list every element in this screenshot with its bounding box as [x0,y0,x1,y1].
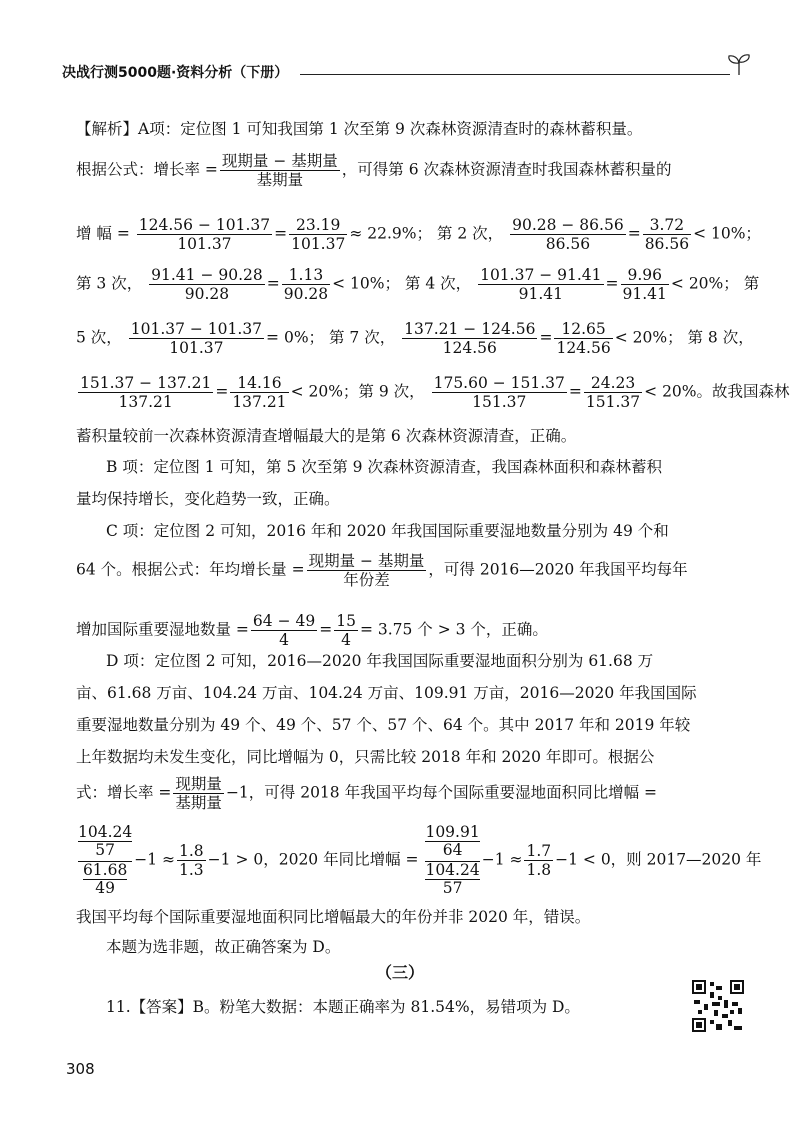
fraction: $\frac{151.37 - 137.21}{137.21}$ [80,374,212,411]
answer-11-line: 11.【答案】B。粉笔大数据：本题正确率为 81.54%，易错项为 D。 [106,998,580,1016]
analysis-line-17: 式：增长率 = $\frac{\text{现期量}}{\text{基期量}}$ −1，可得 2018 年我国平均每个国际重要湿地面积同比增幅 = [76,775,658,812]
nested-calc-line: $\frac{\frac{104.24}{57}}{\frac{61.68}{49}}$ −1 ≈ $\frac{1.8}{1.3}$ −1 > 0，2020 年同比增幅 = $\frac{\frac{109.91}{64}}{\frac{104.24}{57}}$ −1 ≈ $\frac{1.7}{1.8}$ −1 < 0，则 2017—2020 年 [78,823,762,897]
nested-fraction-2018: $\frac{\frac{104.24}{57}}{\frac{61.68}{49}}$ [78,823,133,897]
fraction: $\frac{23.19}{101.37}$ [291,216,346,253]
analysis-line-10: C 项：定位图 2 可知，2016 年和 2020 年我国国际重要湿地数量分别为 49 个和 [106,522,669,540]
analysis-line-19: 我国平均每个国际重要湿地面积同比增幅最大的年份并非 2020 年，错误。 [76,908,591,926]
growth-formula: $\frac{\text{现期量 − 基期量}}{\text{基期量}}$ [221,152,338,189]
header-rule [300,74,730,75]
fraction: $\frac{1.8}{1.3}$ [179,842,204,879]
analysis-line-2: 根据公式：增长率 = $\frac{\text{现期量 − 基期量}}{\text{基期量}}$ ，可得第 6 次森林资源清查时我国森林蓄积量的 [76,152,672,189]
fraction: $\frac{137.21 - 124.56}{124.56}$ [404,320,536,357]
sprout-icon [726,54,752,76]
nested-fraction-2020: $\frac{\frac{109.91}{64}}{\frac{104.24}{57}}$ [425,823,480,897]
fraction: $\frac{1.7}{1.8}$ [526,842,552,879]
answer-line: 本题为选非题，故正确答案为 D。 [106,938,341,956]
analysis-line-13: D 项：定位图 2 可知，2016—2020 年我国国际重要湿地面积分别为 61.68 万 [106,652,654,670]
section-heading: （三） [375,963,424,982]
calc-line-4: $\frac{151.37 - 137.21}{137.21}$ = $\frac{14.16}{137.21}$ < 20%；第 9 次， $\frac{175.60 - 151.37}{151.37}$ = $\frac{24.23}{151.37}$ < 20%。故我国森林 [80,374,790,411]
growth-rate-formula: $\frac{\text{现期量}}{\text{基期量}}$ [175,775,222,812]
analysis-line-12: 增加国际重要湿地数量 = $\frac{64 - 49}{4}$ = $\frac{15}{4}$ = 3.75 个 > 3 个，正确。 [76,612,548,649]
qr-code-icon [690,978,746,1034]
fraction: $\frac{24.23}{151.37}$ [585,374,641,411]
fraction: $\frac{90.28 - 86.56}{86.56}$ [512,216,624,253]
fraction: $\frac{15}{4}$ [336,612,356,649]
fraction: $\frac{12.65}{124.56}$ [556,320,611,357]
analysis-line-1: 【解析】A项：定位图 1 可知我国第 1 次至第 9 次森林资源清查时的森林蓄积量。 [76,120,643,138]
fraction: $\frac{64 - 49}{4}$ [252,612,316,649]
fraction: $\frac{14.16}{137.21}$ [232,374,287,411]
fraction: $\frac{9.96}{91.41}$ [622,266,667,303]
analysis-line-8: B 项：定位图 1 可知，第 5 次至第 9 次森林资源清查，我国森林面积和森林蓄积 [106,458,662,476]
fraction: $\frac{3.72}{86.56}$ [644,216,690,253]
fraction: $\frac{1.13}{90.28}$ [283,266,329,303]
analysis-line-14: 亩、61.68 万亩、104.24 万亩、104.24 万亩、109.91 万亩，2016—2020 年我国国际 [76,684,697,702]
fraction: $\frac{91.41 - 90.28}{90.28}$ [151,266,263,303]
page-number: 308 [66,1060,95,1078]
running-header: 决战行测5000题·资料分析（下册） [62,65,289,81]
fraction: $\frac{175.60 - 151.37}{151.37}$ [433,374,565,411]
calc-line-1: 增 幅 = $\frac{124.56 - 101.37}{101.37}$ = $\frac{23.19}{101.37}$ ≈ 22.9%； 第 2 次， $\frac{90.28 - 86.56}{86.56}$ = $\frac{3.72}{86.56}$ < 10%； [76,216,761,253]
calc-line-2: 第 3 次， $\frac{91.41 - 90.28}{90.28}$ = $\frac{1.13}{90.28}$ < 10%； 第 4 次， $\frac{101.37 - 91.41}{91.41}$ = $\frac{9.96}{91.41}$ < 20%； 第 [76,266,760,303]
fraction: $\frac{101.37 - 101.37}{101.37}$ [130,320,263,357]
analysis-line-7: 蓄积量较前一次森林资源清查增幅最大的是第 6 次森林资源清查，正确。 [76,427,577,445]
analysis-line-9: 量均保持增长，变化趋势一致，正确。 [76,490,340,508]
analysis-line-11: 64 个。根据公式：年均增长量 = $\frac{\text{现期量 − 基期量}}{\text{年份差}}$ ，可得 2016—2020 年我国平均每年 [76,552,688,589]
fraction: $\frac{124.56 - 101.37}{101.37}$ [138,216,271,253]
avg-growth-formula: $\frac{\text{现期量 − 基期量}}{\text{年份差}}$ [308,552,425,589]
fraction: $\frac{101.37 - 91.41}{91.41}$ [480,266,602,303]
analysis-line-16: 上年数据均未发生变化，同比增幅为 0，只需比较 2018 年和 2020 年即可。根据公 [76,748,655,766]
analysis-line-15: 重要湿地数量分别为 49 个、49 个、57 个、57 个、64 个。其中 2017 年和 2019 年较 [76,716,691,734]
calc-line-3: 5 次， $\frac{101.37 - 101.37}{101.37}$ = 0%； 第 7 次， $\frac{137.21 - 124.56}{124.56}$ = $\frac{12.65}{124.56}$ < 20%； 第 8 次， [76,320,754,357]
